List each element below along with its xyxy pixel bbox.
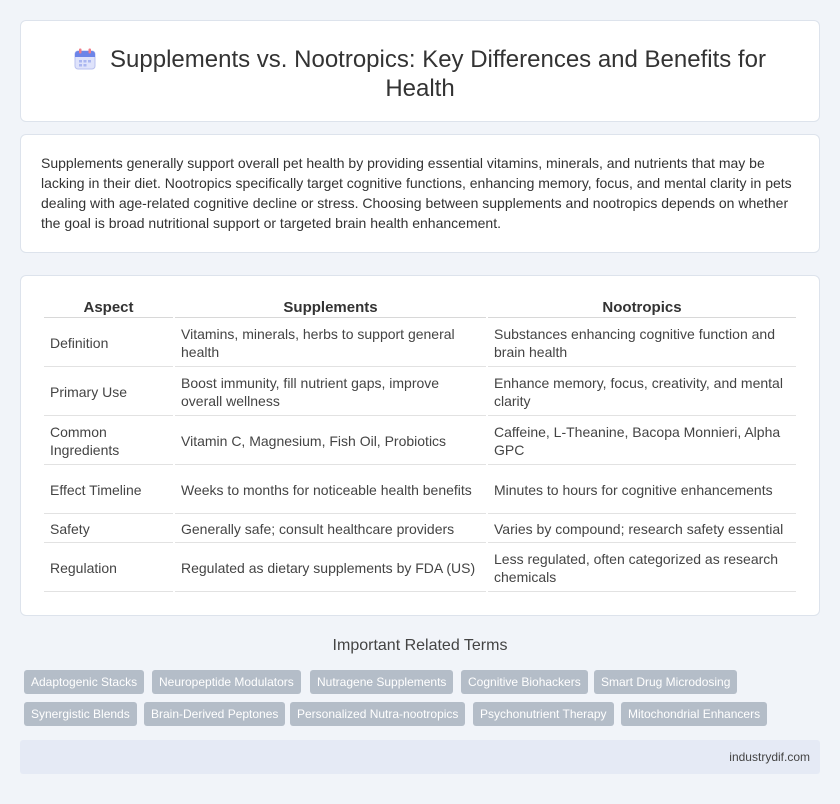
tag-personalized-nutra-nootropics[interactable]: Personalized Nutra-nootropics	[290, 702, 465, 726]
cell-nootropics: Minutes to hours for cognitive enhancements	[488, 467, 796, 514]
cell-aspect: Primary Use	[44, 369, 173, 416]
tag-adaptogenic-stacks[interactable]: Adaptogenic Stacks	[24, 670, 144, 694]
header-aspect: Aspect	[44, 298, 173, 318]
table-header-row	[44, 298, 796, 318]
table-row	[44, 467, 796, 514]
table-row	[44, 516, 796, 543]
comparison-card	[20, 275, 820, 616]
header-nootropics: Nootropics	[488, 298, 796, 318]
comparison-table	[42, 296, 798, 594]
table-row	[44, 369, 796, 416]
cell-supplements: Vitamins, minerals, herbs to support general health	[175, 320, 486, 367]
title-card	[20, 20, 820, 122]
cell-aspect: Common Ingredients	[44, 418, 173, 465]
calendar-icon	[74, 48, 96, 70]
cell-supplements: Boost immunity, fill nutrient gaps, improve overall wellness	[175, 369, 486, 416]
related-terms-title: Important Related Terms	[332, 637, 508, 654]
footer-site[interactable]: industrydif.com	[729, 750, 810, 764]
cell-aspect: Safety	[44, 516, 173, 543]
tag-brain-derived-peptones[interactable]: Brain-Derived Peptones	[144, 702, 285, 726]
cell-supplements: Vitamin C, Magnesium, Fish Oil, Probiotics	[175, 418, 486, 465]
header-supplements: Supplements	[175, 298, 486, 318]
tag-psychonutrient-therapy[interactable]: Psychonutrient Therapy	[473, 702, 614, 726]
tag-cognitive-biohackers[interactable]: Cognitive Biohackers	[461, 670, 588, 694]
table-row	[44, 545, 796, 592]
cell-nootropics: Varies by compound; research safety essential	[488, 516, 796, 543]
cell-supplements: Generally safe; consult healthcare providers	[175, 516, 486, 543]
tag-synergistic-blends[interactable]: Synergistic Blends	[24, 702, 137, 726]
intro-paragraph: Supplements generally support overall pet health by providing essential vitamins, minerals, and nutrients that may be lacking in their diet. Nootropics specifically target cognitive functions, enhancing memory, focus, and mental clarity in pets dealing with age-related cognitive decline or stress. Choosing between supplements and nootropics depends on whether the goal is broad nutritional support or targeted brain health enhancement.	[41, 155, 792, 231]
table-row	[44, 418, 796, 465]
cell-nootropics: Less regulated, often categorized as research chemicals	[488, 545, 796, 592]
cell-aspect: Regulation	[44, 545, 173, 592]
cell-nootropics: Enhance memory, focus, creativity, and mental clarity	[488, 369, 796, 416]
cell-supplements: Weeks to months for noticeable health benefits	[175, 467, 486, 514]
cell-nootropics: Caffeine, L-Theanine, Bacopa Monnieri, Alpha GPC	[488, 418, 796, 465]
cell-aspect: Definition	[44, 320, 173, 367]
tag-mitochondrial-enhancers[interactable]: Mitochondrial Enhancers	[621, 702, 767, 726]
page-title-wrap	[21, 45, 819, 103]
footer	[20, 740, 820, 774]
table-row	[44, 320, 796, 367]
page-title: Supplements vs. Nootropics: Key Differences and Benefits for Health	[110, 46, 766, 102]
cell-aspect: Effect Timeline	[44, 467, 173, 514]
tag-nutragene-supplements[interactable]: Nutragene Supplements	[310, 670, 453, 694]
intro-card	[20, 134, 820, 253]
tag-smart-drug-microdosing[interactable]: Smart Drug Microdosing	[594, 670, 737, 694]
cell-supplements: Regulated as dietary supplements by FDA (US)	[175, 545, 486, 592]
tag-neuropeptide-modulators[interactable]: Neuropeptide Modulators	[152, 670, 301, 694]
cell-nootropics: Substances enhancing cognitive function and brain health	[488, 320, 796, 367]
